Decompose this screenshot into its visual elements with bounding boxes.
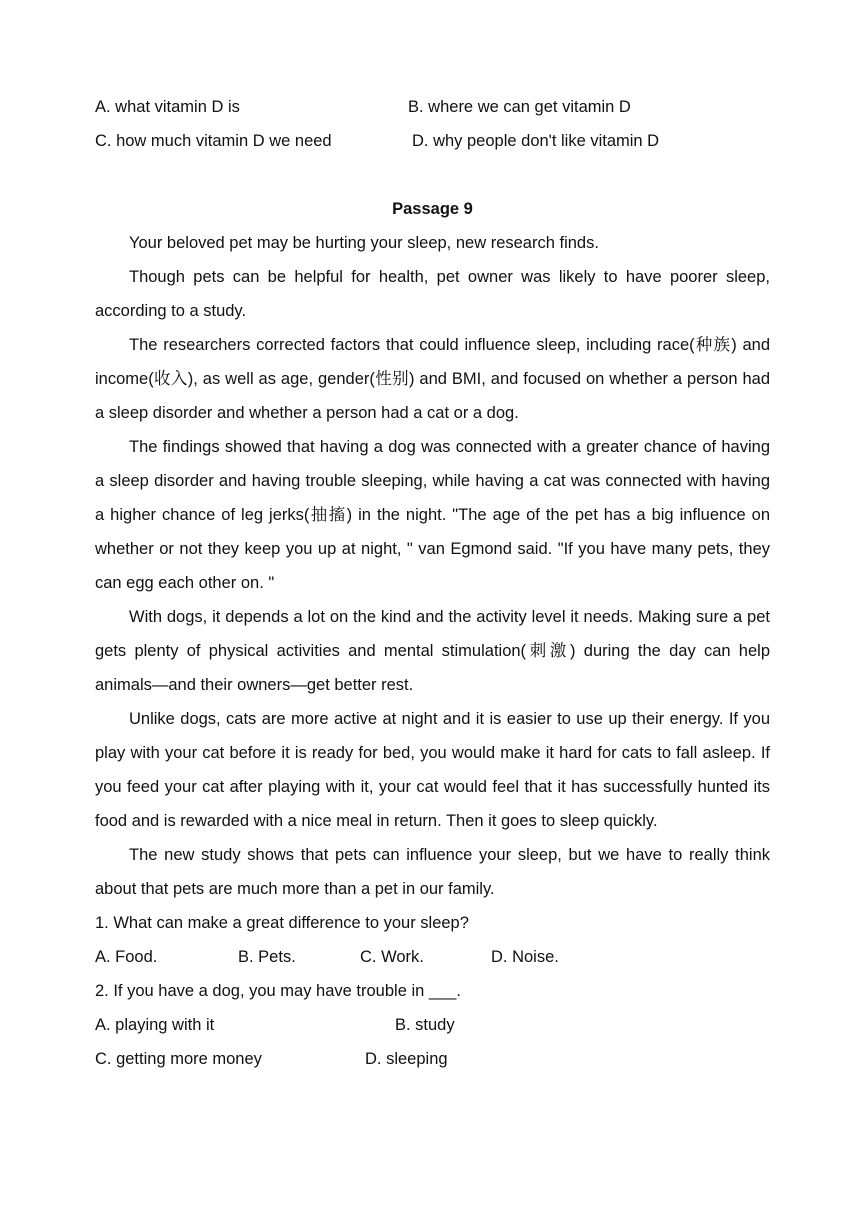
paragraph: The researchers corrected factors that could influence sleep, including race(种族) and income(收入), as well as age, gender(性别) and BMI, and focused on whether a person had a sleep disorder and whether a person had a cat or a dog. <box>95 336 770 422</box>
option-b: B. study <box>395 1016 455 1034</box>
option-d: D. sleeping <box>365 1050 448 1068</box>
paragraph: Though pets can be helpful for health, pet owner was likely to have poorer sleep, according to a study. <box>95 268 770 320</box>
document-page <box>95 90 770 1076</box>
passage-title: Passage 9 <box>392 200 473 218</box>
paragraph: Unlike dogs, cats are more active at night and it is easier to use up their energy. If you play with your cat before it is ready for bed, you would make it hard for cats to fall asleep. If you feed your cat after playing with it, your cat would feel that it has successfully hunted its food and is rewarded with a nice meal in return. Then it goes to sleep quickly. <box>95 710 770 830</box>
option-row <box>95 124 770 158</box>
paragraph: The new study shows that pets can influence your sleep, but we have to really think about that pets are much more than a pet in our family. <box>95 846 770 898</box>
paragraph: Your beloved pet may be hurting your sleep, new research finds. <box>129 234 599 252</box>
option-c: C. how much vitamin D we need <box>95 132 332 150</box>
option-row <box>95 1042 770 1076</box>
option-row <box>95 90 770 124</box>
question-stem: 2. If you have a dog, you may have trouble in ___. <box>95 982 461 1000</box>
option-b: B. where we can get vitamin D <box>408 98 631 116</box>
option-c: C. getting more money <box>95 1050 262 1068</box>
option-b: B. Pets. <box>238 948 296 966</box>
option-row <box>95 1008 770 1042</box>
option-a: A. Food. <box>95 948 158 966</box>
option-c: C. Work. <box>360 948 424 966</box>
option-d: D. why people don't like vitamin D <box>412 132 660 150</box>
spacer <box>95 158 770 192</box>
question-stem: 1. What can make a great difference to your sleep? <box>95 914 469 932</box>
option-d: D. Noise. <box>491 948 559 966</box>
paragraph: The findings showed that having a dog was connected with a greater chance of having a sleep disorder and having trouble sleeping, while having a cat was connected with having a higher chance of leg jerks(抽搐) in the night. "The age of the pet has a big influence on whether or not they keep you up at night, " van Egmond said. "If you have many pets, they can egg each other on. " <box>95 438 770 592</box>
paragraph: With dogs, it depends a lot on the kind and the activity level it needs. Making sure a pet gets plenty of physical activities and mental stimulation(刺激) during the day can help animals—and their owners—get better rest. <box>95 608 770 694</box>
option-a: A. playing with it <box>95 1016 215 1034</box>
option-row <box>95 940 770 974</box>
option-a: A. what vitamin D is <box>95 98 240 116</box>
